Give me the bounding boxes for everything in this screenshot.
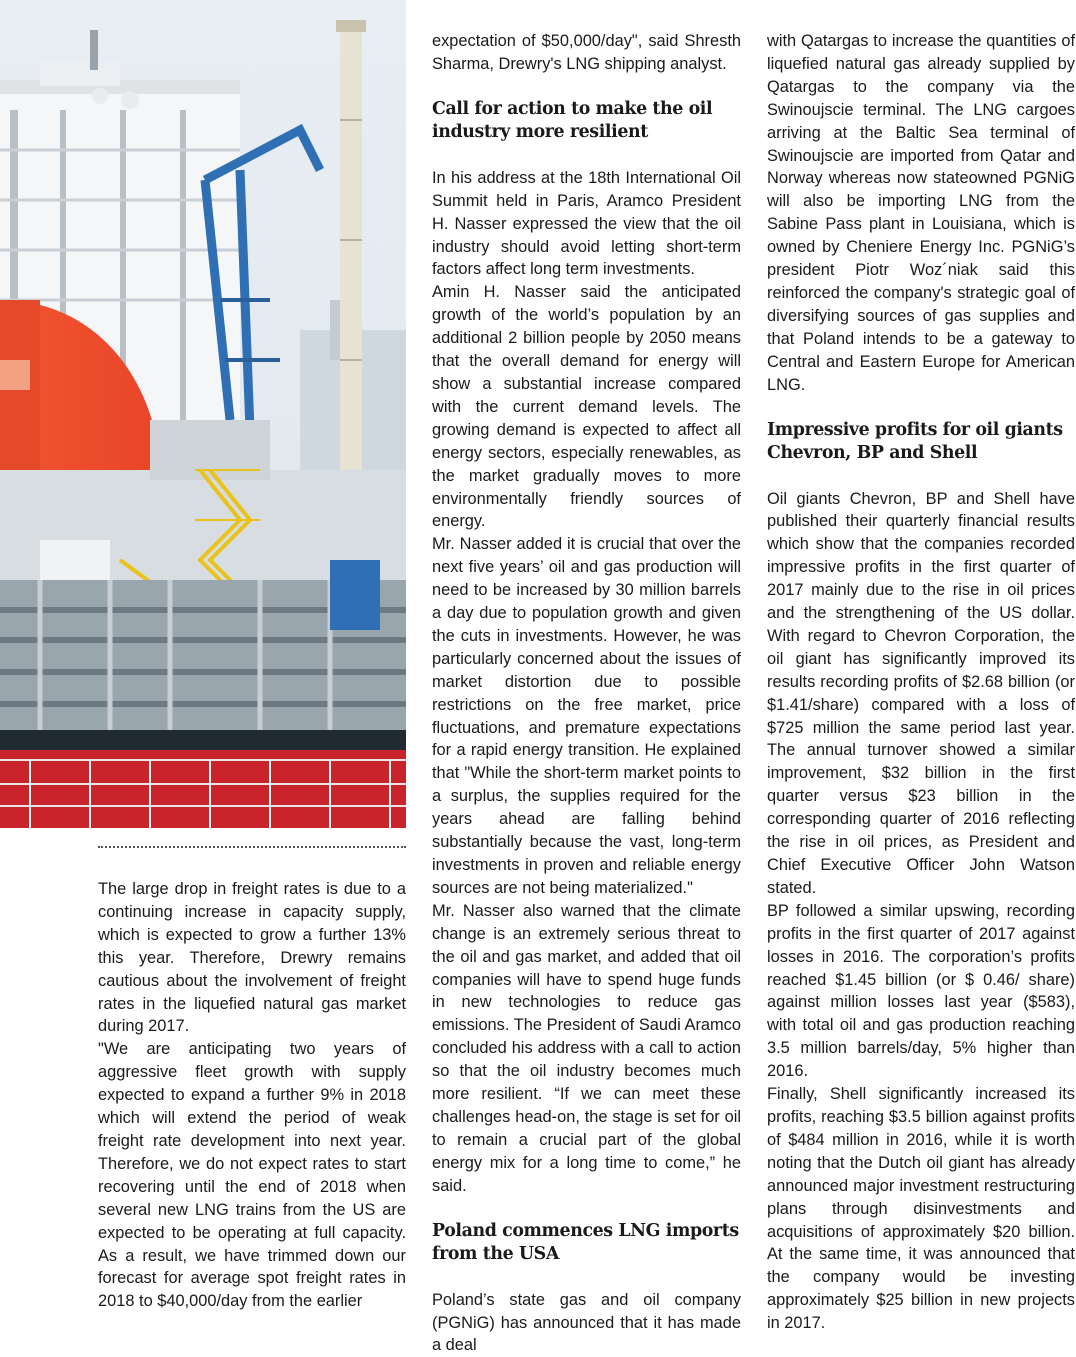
lng-terminal-photo	[0, 0, 406, 828]
column-3	[767, 30, 1075, 1335]
column-3-intro: with Qatargas to increase the quantities of liquefied natural gas already supplied by Qatargas to the company via the Swinoujscie terminal. The LNG cargoes arriving at the Baltic Sea terminal of Swinoujscie are imported from Qatar and Norway whereas now stateowned PGNiG will also be importing LNG from the Sabine Pass plant in Louisiana, which is owned by Cheniere Energy Inc. PGNiG’s president Piotr Woz´niak said this reinforced the company's strategic goal of diversifying sources of gas supplies and that Poland intends to be a gateway to Central and Eastern Europe for American LNG.	[767, 32, 1075, 394]
heading-call-for-action: Call for action to make the oil industry more resilient	[432, 98, 713, 142]
photo-illustration	[0, 0, 406, 828]
column-2-paragraph: Amin H. Nasser said the anticipated growth of the world’s population by an additional 2 billion people by 2050 means that the overall demand for energy will show a substantial increase compared with the current demand levels. The growing demand is expected to affect all energy sectors, especially renewables, as the market gradually moves to more environmentally friendly sources of energy.	[432, 283, 741, 531]
column-1	[98, 878, 406, 1313]
column-2-paragraph: Mr. Nasser also warned that the climate change is an extremely serious threat to the oil and gas market, and added that oil companies will have to spend huge funds in new technologies to reduce gas emissions. The President of Saudi Aramco concluded his address with a call to action so that the oil industry becomes much more resilient. “If we can meet these challenges head-on, the stage is set for oil to remain a crucial part of the global energy mix for a long time to come,” he said.	[432, 901, 741, 1195]
column-2-intro: expectation of $50,000/day", said Shresth Sharma, Drewry's LNG shipping analyst.	[432, 32, 741, 73]
column-2-paragraph: Mr. Nasser added it is crucial that over the next five years’ oil and gas production will need to be increased by 30 million barrels a day due to population growth and given the cuts in investments. However, he was particularly concerned about the issues of market distortion due to possible restrictions on the free market, price fluctuations, and premature expectations for a rapid energy transition. He explained that "While the short-term market points to a surplus, the supplies required for the years ahead are falling behind substantially because the vast, long-term investments in proven and reliable energy sources are not being materialized."	[432, 535, 741, 897]
column-3-paragraph: BP followed a similar upswing, recording profits in the first quarter of 2017 against losses in 2016. The corporation’s profits reached $1.45 billion (or $ 0.46/ share) against million losses last year ($583), with total oil and gas production reaching 3.5 million barrels/day, 5% higher than 2016.	[767, 901, 1075, 1081]
column-3-paragraph: Finally, Shell significantly increased its profits, reaching $3.5 billion against profits of $484 million in 2016, while it is worth noting that the Dutch oil giant has already announced major investment restructuring plans through disinvestments and acquisitions of approximately $20 billion. At the same time, it was announced that the company would be investing approximately $25 billion in new projects in 2017.	[767, 1085, 1075, 1333]
column-2-paragraph: Poland’s state gas and oil company (PGNiG) has announced that it has made a deal	[432, 1290, 741, 1355]
heading-impressive-profits: Impressive profits for oil giants Chevron, BP and Shell	[767, 419, 1063, 463]
column-3-paragraph: Oil giants Chevron, BP and Shell have published their quarterly financial results which show that the companies recorded impressive profits in the first quarter of 2017 mainly due to the rise in oil prices and the strengthening of the US dollar. With regard to Chevron Corporation, the oil giant has significantly improved its results recording profits of $2.68 billion (or $1.41/share) compared with a loss of $725 million the same period last year. The annual turnover showed a similar improvement, $32 billion in the first quarter versus $23 billion in the corresponding quarter of 2016 reflecting the rise in oil prices, as President and Chief Executive Officer John Watson stated.	[767, 489, 1075, 897]
heading-poland-lng: Poland commences LNG imports from the USA	[432, 1220, 739, 1264]
column-2-paragraph: In his address at the 18th International Oil Summit held in Paris, Aramco President H. Nasser expressed the view that the oil industry should avoid letting short-term factors affect long term investments.	[432, 168, 741, 279]
column-1-paragraph: The large drop in freight rates is due to a continuing increase in capacity supply, which is expected to grow a further 13% this year. Therefore, Drewry remains cautious about the involvement of freight rates in the liquefied natural gas market during 2017.	[98, 880, 406, 1036]
column-2	[432, 30, 741, 1357]
dotted-divider	[98, 846, 406, 848]
column-1-paragraph: "We are anticipating two years of aggressive fleet growth with supply expected to expand a further 9% in 2018 which will extend the period of weak freight rate development into next year. Therefore, we do not expect rates to start recovering until the end of 2018 when several new LNG trains from the US are expected to be operating at full capacity. As a result, we have trimmed down our forecast for average spot freight rates in 2018 to $40,000/day from the earlier	[98, 1040, 406, 1311]
